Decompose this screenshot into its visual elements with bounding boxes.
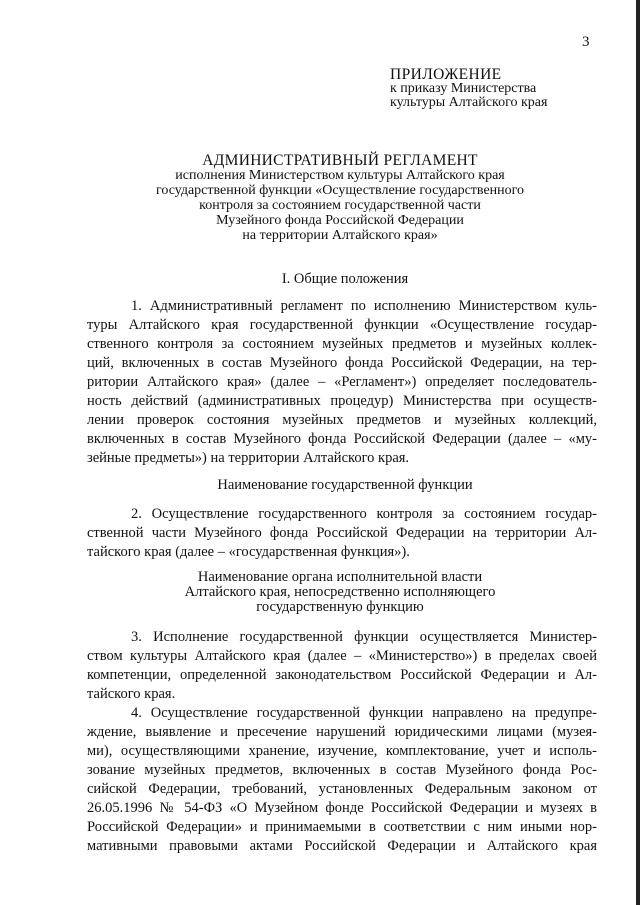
paragraph-4 — [87, 704, 597, 856]
paragraph-line: зование музейных предметов, включенных в состав Музейного фонда Рос- — [87, 762, 597, 778]
paragraph-line: ность действий (административных процедур) Министерства при осуществ- — [87, 393, 597, 409]
appendix-line-2: культуры Алтайского края — [390, 95, 548, 110]
section-heading-function-name: Наименование государственной функции — [217, 477, 473, 493]
paragraph-line: ций, включенных в состав Музейного фонда Российской Федерации, на тер- — [87, 355, 597, 371]
paragraph-line: 1. Административный регламент по исполнению Министерством куль- — [131, 298, 597, 314]
paragraph-line: 2. Осуществление государственного контроля за состоянием государ- — [131, 506, 597, 522]
regulation-title: АДМИНИСТРАТИВНЫЙ РЕГЛАМЕНТ — [202, 152, 478, 169]
paragraph-1 — [87, 297, 597, 468]
regulation-subtitle-line: Музейного фонда Российской Федерации — [216, 213, 464, 228]
appendix-line-1: к приказу Министерства — [390, 81, 537, 96]
paragraph-line: ритории Алтайского края» (далее – «Регламент») определяет последователь- — [87, 374, 597, 390]
regulation-subtitle-line: исполнения Министерством культуры Алтайского края — [175, 168, 505, 183]
heading-line: Алтайского края, непосредственно исполняющего — [184, 584, 496, 600]
paragraph-line: компетенции, определенной законодательством Российской Федерации и Ал- — [87, 667, 597, 683]
paragraph-line: ственной части Музейного фонда Российской Федерации на территории Ал- — [87, 525, 597, 541]
paragraph-line: туры Алтайского края государственной функции «Осуществление государ- — [87, 317, 597, 333]
paragraph-line: ством культуры Алтайского края (далее – «Министерство») в пределах своей — [87, 648, 597, 664]
paragraph-line: мативными правовыми актами Российской Федерации и Алтайского края — [87, 838, 597, 854]
section-heading-general: I. Общие положения — [281, 271, 409, 287]
paragraph-line: тайского края. — [87, 686, 176, 702]
regulation-subtitle-line: контроля за состоянием государственной части — [199, 198, 481, 213]
appendix-title: ПРИЛОЖЕНИЕ — [390, 66, 502, 83]
paragraph-line: зейные предметы») на территории Алтайского края. — [87, 450, 410, 466]
paragraph-line: включенных в состав Музейного фонда Российской Федерации (далее – «му- — [87, 431, 597, 447]
paragraph-line: ми), осуществляющими хранение, изучение, комплектование, учет и исполь- — [87, 743, 597, 759]
regulation-title-block — [120, 153, 560, 243]
page-edge-shadow — [636, 0, 640, 905]
paragraph-line: ждение, выявление и пресечение нарушений юридическими лицами (музея- — [87, 724, 597, 740]
paragraph-line: ственного контроля за состоянием музейных предметов и музейных коллек- — [87, 336, 597, 352]
page-number: 3 — [582, 34, 590, 50]
paragraph-3 — [87, 628, 597, 704]
paragraph-line: сийской Федерации, требований, установленных Федеральным законом от — [87, 781, 597, 797]
paragraph-line: тайского края (далее – «государственная функция»). — [87, 544, 410, 560]
paragraph-2 — [87, 505, 597, 562]
paragraph-line: 26.05.1996 № 54-ФЗ «О Музейном фонде Российской Федерации и музеях в — [87, 800, 597, 816]
paragraph-line: Российской Федерации» и принимаемыми в соответствии с ним иными нор- — [87, 819, 597, 835]
heading-line: государственную функцию — [256, 599, 424, 615]
regulation-subtitle-line: на территории Алтайского края» — [242, 228, 438, 243]
paragraph-line: лении проверок состояния музейных предметов и музейных коллекций, — [87, 412, 597, 428]
heading-line: Наименование органа исполнительной власти — [197, 569, 483, 585]
paragraph-line: 3. Исполнение государственной функции осуществляется Министер- — [131, 629, 597, 645]
appendix-block — [390, 68, 600, 110]
section-heading-authority — [150, 570, 530, 615]
paragraph-line: 4. Осуществление государственной функции направлено на предупре- — [131, 705, 597, 721]
regulation-subtitle-line: государственной функции «Осуществление государственного — [155, 183, 525, 198]
